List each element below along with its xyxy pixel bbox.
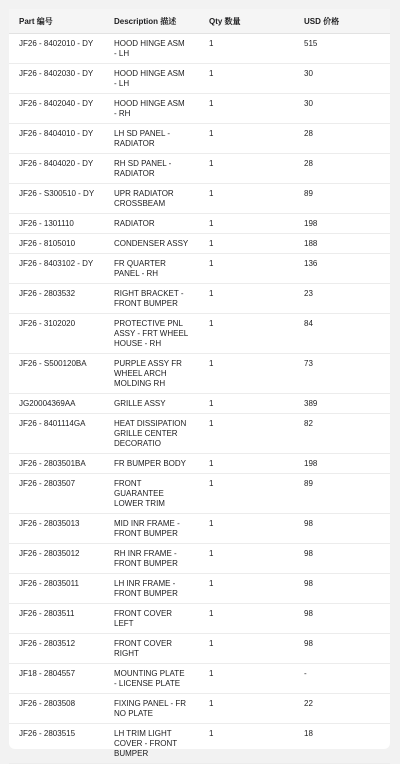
table-row — [9, 354, 390, 394]
cell-qty: 1 — [199, 634, 294, 664]
table-row — [9, 394, 390, 414]
cell-qty: 1 — [199, 724, 294, 764]
cell-usd: 98 — [294, 604, 390, 634]
table-row — [9, 124, 390, 154]
cell-description: FRONT COVER LEFT — [104, 604, 199, 634]
cell-description: MOUNTING PLATE - LICENSE PLATE — [104, 664, 199, 694]
table-row — [9, 64, 390, 94]
table-row — [9, 94, 390, 124]
cell-qty: 1 — [199, 354, 294, 394]
cell-description: RIGHT BRACKET - FRONT BUMPER — [104, 284, 199, 314]
table-row — [9, 574, 390, 604]
cell-qty: 1 — [199, 514, 294, 544]
cell-part: JF26 - 8403102 - DY — [9, 254, 104, 284]
cell-usd: 28 — [294, 124, 390, 154]
cell-part: JF26 - 8404010 - DY — [9, 124, 104, 154]
cell-qty: 1 — [199, 284, 294, 314]
cell-description: FR BUMPER BODY — [104, 454, 199, 474]
cell-description: RH INR FRAME - FRONT BUMPER — [104, 544, 199, 574]
table-row — [9, 694, 390, 724]
cell-usd: 98 — [294, 634, 390, 664]
cell-part: JF26 - 3102020 — [9, 314, 104, 354]
table-row — [9, 514, 390, 544]
table-row — [9, 664, 390, 694]
table-row — [9, 414, 390, 454]
cell-part: JF26 - 8402010 - DY — [9, 34, 104, 64]
cell-usd: 89 — [294, 474, 390, 514]
parts-table-card — [9, 9, 390, 758]
table-header-row — [9, 9, 390, 34]
table-row — [9, 34, 390, 64]
cell-part: JF26 - 28035012 — [9, 544, 104, 574]
cell-qty: 1 — [199, 94, 294, 124]
cell-part: JF26 - 8404020 - DY — [9, 154, 104, 184]
cell-description: FRONT COVER RIGHT — [104, 634, 199, 664]
cell-part: JF26 - 8105010 — [9, 234, 104, 254]
table-row — [9, 184, 390, 214]
header-description: Description 描述 — [104, 9, 199, 34]
cell-qty: 1 — [199, 184, 294, 214]
header-usd: USD 价格 — [294, 9, 390, 34]
cell-part: JF26 - 2803507 — [9, 474, 104, 514]
cell-part: JF26 - 2803515 — [9, 724, 104, 764]
table-row — [9, 234, 390, 254]
table-row — [9, 254, 390, 284]
cell-description: LH TRIM LIGHT COVER - FRONT BUMPER — [104, 724, 199, 764]
cell-usd: 23 — [294, 284, 390, 314]
cell-qty: 1 — [199, 694, 294, 724]
table-row — [9, 474, 390, 514]
cell-usd: 98 — [294, 544, 390, 574]
cell-part: JF26 - 28035013 — [9, 514, 104, 544]
cell-description: PURPLE ASSY FR WHEEL ARCH MOLDING RH — [104, 354, 199, 394]
cell-qty: 1 — [199, 314, 294, 354]
table-row — [9, 214, 390, 234]
cell-part: JF26 - S500120BA — [9, 354, 104, 394]
cell-usd: 18 — [294, 724, 390, 764]
cell-usd: 89 — [294, 184, 390, 214]
cell-usd: 73 — [294, 354, 390, 394]
cell-qty: 1 — [199, 454, 294, 474]
cell-qty: 1 — [199, 574, 294, 604]
table-row — [9, 314, 390, 354]
cell-description: LH SD PANEL - RADIATOR — [104, 124, 199, 154]
cell-description: RADIATOR — [104, 214, 199, 234]
cell-usd: 198 — [294, 454, 390, 474]
table-row — [9, 454, 390, 474]
cell-qty: 1 — [199, 544, 294, 574]
table-row — [9, 604, 390, 634]
cell-qty: 1 — [199, 124, 294, 154]
cell-qty: 1 — [199, 34, 294, 64]
cell-description: HEAT DISSIPATION GRILLE CENTER DECORATIO — [104, 414, 199, 454]
cell-usd: 30 — [294, 94, 390, 124]
cell-description: FRONT GUARANTEE LOWER TRIM — [104, 474, 199, 514]
cell-qty: 1 — [199, 604, 294, 634]
cell-usd: 515 — [294, 34, 390, 64]
cell-usd: 98 — [294, 574, 390, 604]
cell-description: RH SD PANEL - RADIATOR — [104, 154, 199, 184]
table-row — [9, 284, 390, 314]
cell-description: UPR RADIATOR CROSSBEAM — [104, 184, 199, 214]
cell-part: JF26 - 2803501BA — [9, 454, 104, 474]
cell-part: JG20004369AA — [9, 394, 104, 414]
parts-table — [9, 9, 390, 764]
cell-part: JF26 - S300510 - DY — [9, 184, 104, 214]
table-row — [9, 544, 390, 574]
cell-part: JF26 - 8402030 - DY — [9, 64, 104, 94]
cell-usd: 98 — [294, 514, 390, 544]
cell-qty: 1 — [199, 664, 294, 694]
cell-description: HOOD HINGE ASM - RH — [104, 94, 199, 124]
header-qty: Qty 数量 — [199, 9, 294, 34]
cell-usd: 30 — [294, 64, 390, 94]
cell-usd: 198 — [294, 214, 390, 234]
cell-usd: 188 — [294, 234, 390, 254]
cell-description: CONDENSER ASSY — [104, 234, 199, 254]
cell-qty: 1 — [199, 64, 294, 94]
table-row — [9, 634, 390, 664]
cell-part: JF26 - 2803532 — [9, 284, 104, 314]
cell-part: JF26 - 1301110 — [9, 214, 104, 234]
cell-qty: 1 — [199, 214, 294, 234]
header-part: Part 编号 — [9, 9, 104, 34]
cell-usd: 389 — [294, 394, 390, 414]
table-row — [9, 154, 390, 184]
cell-description: HOOD HINGE ASM - LH — [104, 64, 199, 94]
cell-usd: 82 — [294, 414, 390, 454]
cell-description: HOOD HINGE ASM - LH — [104, 34, 199, 64]
cell-part: JF26 - 8402040 - DY — [9, 94, 104, 124]
cell-description: PROTECTIVE PNL ASSY - FRT WHEEL HOUSE - RH — [104, 314, 199, 354]
cell-qty: 1 — [199, 474, 294, 514]
cell-qty: 1 — [199, 254, 294, 284]
cell-part: JF26 - 2803511 — [9, 604, 104, 634]
cell-part: JF26 - 8401114GA — [9, 414, 104, 454]
cell-usd: - — [294, 664, 390, 694]
cell-description: GRILLE ASSY — [104, 394, 199, 414]
cell-part: JF26 - 2803512 — [9, 634, 104, 664]
cell-description: FR QUARTER PANEL - RH — [104, 254, 199, 284]
cell-qty: 1 — [199, 234, 294, 254]
cell-qty: 1 — [199, 394, 294, 414]
cell-description: LH INR FRAME - FRONT BUMPER — [104, 574, 199, 604]
cell-part: JF26 - 28035011 — [9, 574, 104, 604]
table-row — [9, 724, 390, 764]
cell-usd: 28 — [294, 154, 390, 184]
cell-description: MID INR FRAME - FRONT BUMPER — [104, 514, 199, 544]
cell-usd: 84 — [294, 314, 390, 354]
cell-qty: 1 — [199, 154, 294, 184]
cell-usd: 136 — [294, 254, 390, 284]
cell-description: FIXING PANEL - FR NO PLATE — [104, 694, 199, 724]
cell-part: JF26 - 2803508 — [9, 694, 104, 724]
cell-part: JF18 - 2804557 — [9, 664, 104, 694]
cell-usd: 22 — [294, 694, 390, 724]
cell-qty: 1 — [199, 414, 294, 454]
